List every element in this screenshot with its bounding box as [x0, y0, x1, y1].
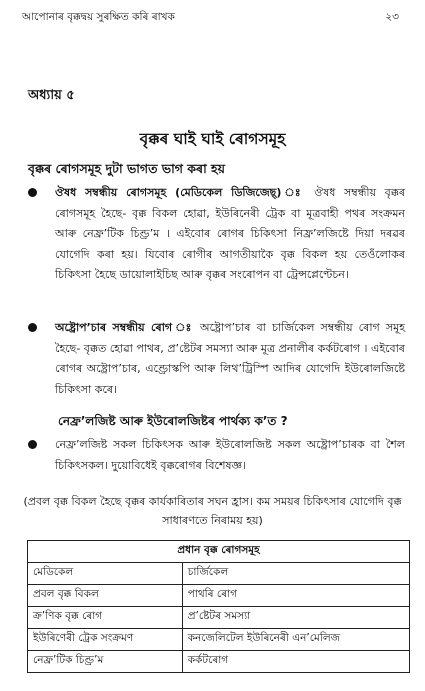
- running-title: আপোনাৰ বৃক্কদ্বয় সুৰক্ষিত কৰি ৰাখক: [22, 11, 175, 23]
- table-row: [28, 585, 410, 607]
- table-header: প্ৰধান বৃক্ক ৰোগসমূহ: [28, 541, 410, 563]
- bullet-surgical-diseases: [28, 318, 405, 400]
- table-cell: ইউৰিণেৰী ট্ৰেক সংক্ৰমণ: [28, 629, 183, 651]
- table-cell: চাৰ্জিকেল: [182, 563, 409, 585]
- bullet-specialists: [28, 435, 405, 476]
- bullet-medical-diseases: [28, 183, 405, 286]
- bullet-dot: [28, 440, 37, 449]
- bullet-dot: [28, 188, 37, 197]
- bullet-text: [55, 183, 405, 286]
- table-cell: মেডিকেল: [28, 563, 183, 585]
- table-cell: ক্ৰ’ণিক বৃক্ক ৰোগ: [28, 607, 183, 629]
- bullet-dot: [28, 323, 37, 332]
- bullet-body: অষ্ট্ৰোপ’চাৰ বা চাৰ্জিকেল সম্বন্ধীয় ৰোগ সমূহ হৈছে- বৃক্কত হোৱা পাথৰ, প্ৰ’ষ্টেটৰ সমস্যা আৰু মূত্ৰ প্ৰনালীৰ কৰ্কটৰোগ । এইবোৰ ৰোগৰ অষ্ট্ৰোপ’চাৰ, এণ্ড্ৰোস্কপি আৰু লিথ’ট্ৰিস্পি আদিৰ যোগেদি ইউৰোলজিষ্টে চিকিৎসা কৰে।: [55, 321, 405, 396]
- page-title: বৃক্কৰ ঘাই ঘাই ৰোগসমূহ: [139, 130, 286, 148]
- section-subheading: বৃক্কৰ ৰোগসমূহ দুটা ভাগত ভাগ কৰা হয়: [28, 161, 225, 176]
- bullet-body: ঔষধ সম্বন্ধীয় বৃক্কৰ ৰোগসমূহ হৈছে- বৃক্ক বিকল হোৱা, ইউৰিনেৰী ট্ৰেক বা মূত্ৰবাহী পথৰ সংক্ৰমন আৰু নেফ্ৰ’টিক চিণ্ড্ৰ’ম । এইবোৰ ৰোগৰ চিকিৎসা নিফ্ৰ’লজিষ্টে দিয়া দৰৱৰ যোগেদি কৰা হয়। যিবোৰ ৰোগীৰ আগতীয়াকৈ বৃক্ক বিকল হয় তেওঁলোকৰ চিকিৎসা হৈছে ডায়োলাইচিছ আৰু বৃক্কৰ সংৰোপন বা ট্ৰেন্সপ্লেণ্টেচন।: [55, 186, 406, 282]
- table-cell: নেফ্ৰ’টিক চিণ্ড্ৰ’ম: [28, 651, 183, 673]
- table-row: [28, 629, 410, 651]
- page-header: [22, 10, 399, 26]
- page-number: ২৩: [385, 11, 399, 23]
- table-cell: পাথৰি ৰোগ: [182, 585, 409, 607]
- table-row: [28, 607, 410, 629]
- question-heading: নেফ্ৰ’লজিষ্ট আৰু ইউৰোলজিষ্টৰ পাৰ্থক্য ক’ত ?: [58, 414, 288, 428]
- table-row: [28, 651, 410, 673]
- table-cell: প্ৰ’ষ্টেটৰ সমস্যা: [182, 607, 409, 629]
- table-cell: কনজেলিটেল ইউৰিনেৰী এন’মেলিজ: [182, 629, 409, 651]
- table-header-row: [28, 541, 410, 563]
- chapter-label: অধ্যায় ৫: [28, 88, 75, 103]
- bullet-body: নেফ্ৰ’লজিষ্ট সকল চিকিৎসক আৰু ইউৰোলজিষ্ট সকল অষ্ট্ৰোপ’চাৰক বা শৈল চিকিৎসকল। দুয়োবিধেই বৃক্কৰোগৰ বিশেষজ্ঞ।: [55, 438, 405, 472]
- table-cell: প্ৰবল বৃক্ক বিকল: [28, 585, 183, 607]
- bullet-text: [55, 318, 405, 400]
- note-paragraph: (প্ৰবল বৃক্ক বিকল হৈছে বৃক্কৰ কাৰ্যকাৰিতাৰ সঘন হ্ৰাস। কম সময়ৰ চিকিৎসাৰ যোগেদি বৃক্ক সাধাৰণতে নিৰাময় হয়): [23, 495, 402, 527]
- bullet-text: [55, 435, 405, 476]
- bullet-lead: ঔষধ সম্বন্ধীয় ৰোগসমূহ (মেডিকেল ডিজিজেছ্‌) ঃ: [55, 186, 306, 199]
- bullet-lead: অষ্ট্ৰোপ’চাৰ সম্বন্ধীয় ৰোগ ঃ: [55, 321, 194, 334]
- major-kidney-diseases-table: [27, 540, 410, 673]
- table-cell: কৰ্কটৰোগ: [182, 651, 409, 673]
- table-row: [28, 563, 410, 585]
